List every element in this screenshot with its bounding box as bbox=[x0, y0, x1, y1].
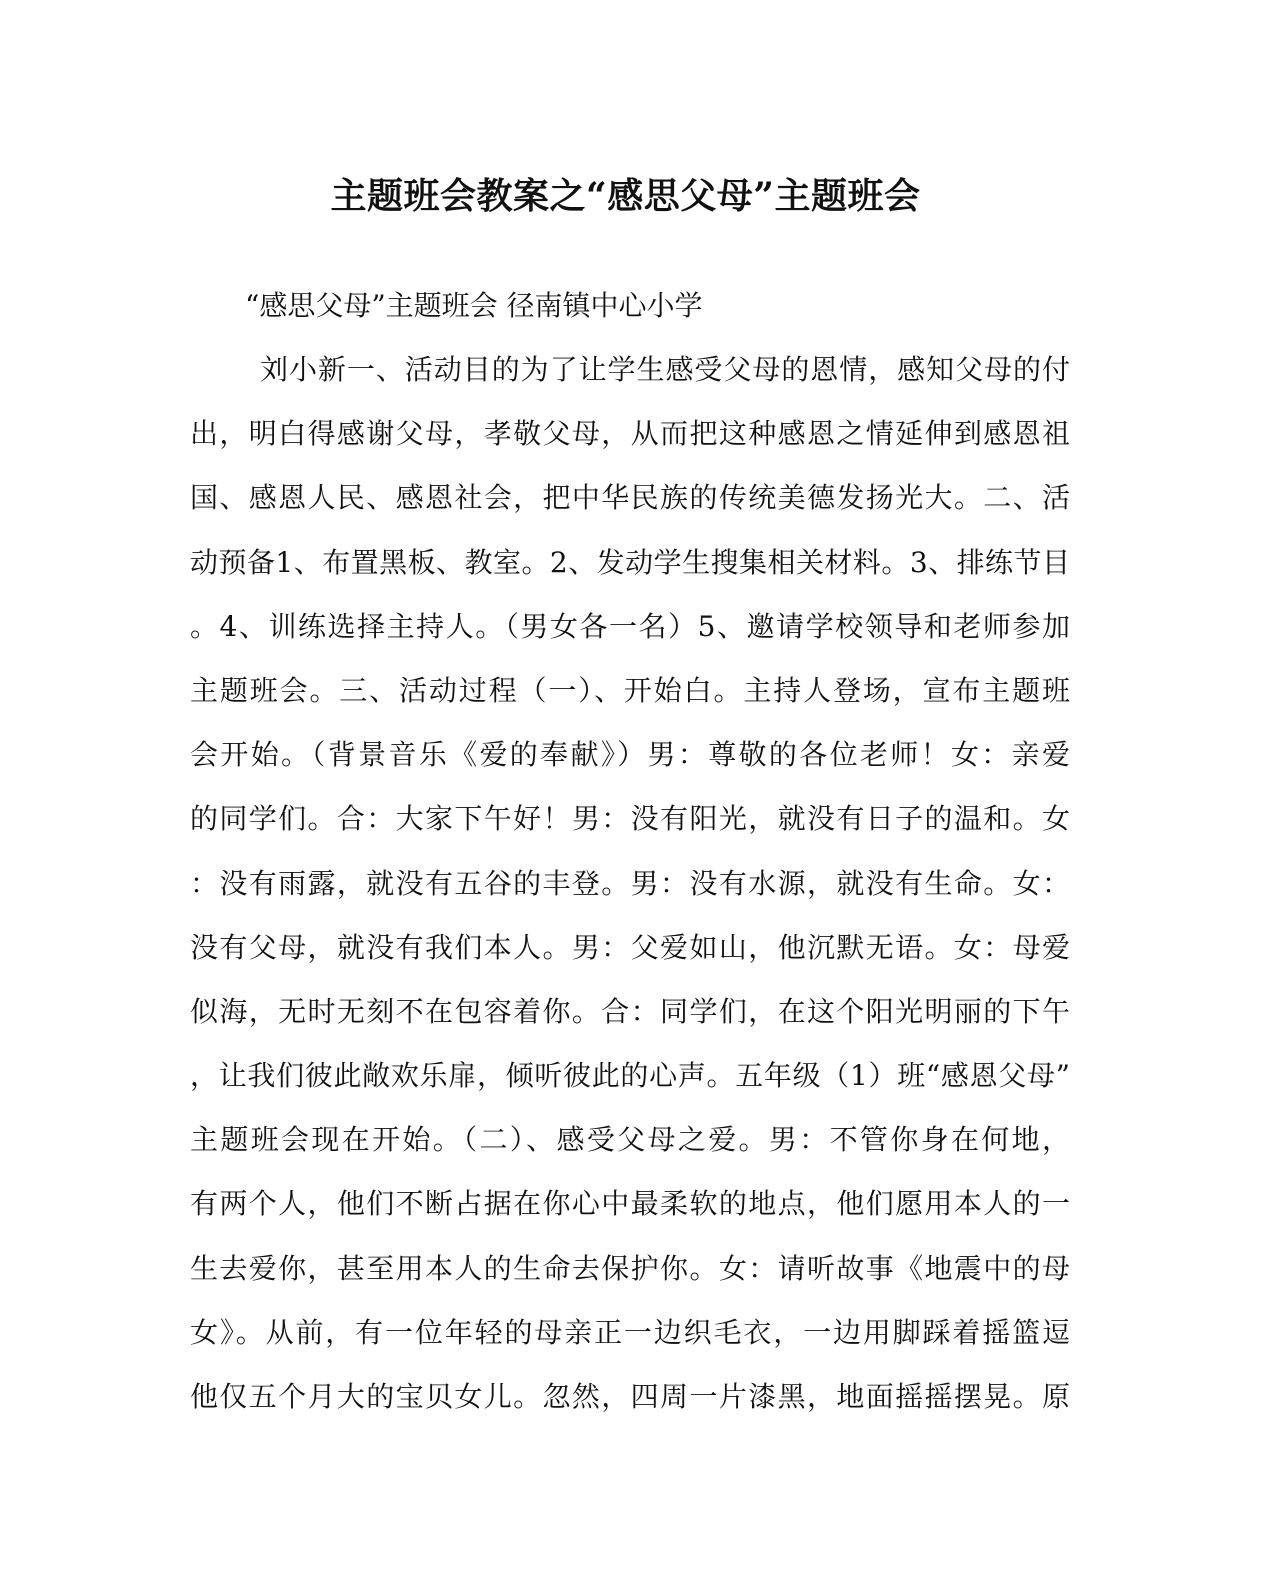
body-line: 没有父母，就没有我们本人。男：父爱如山，他沉默无语。女：母爱 bbox=[190, 930, 1070, 964]
body-line: 主题班会现在开始。（二）、感受父母之爱。男：不管你身在何地， bbox=[190, 1123, 1070, 1157]
document-title: 主题班会教案之“感思父母”主题班会 bbox=[330, 175, 921, 217]
body-line: 会开始。（背景音乐《爱的奉献》）男：尊敬的各位老师！女：亲爱 bbox=[190, 738, 1070, 772]
body-line: 动预备1、布置黑板、教室。2、发动学生搜集相关材料。3、排练节目 bbox=[190, 545, 1070, 579]
body-line: 主题班会。三、活动过程（一）、开始白。主持人登场，宣布主题班 bbox=[190, 673, 1070, 707]
body-line: 。4、训练选择主持人。（男女各一名）5、邀请学校领导和老师参加 bbox=[190, 609, 1070, 643]
body-line: 有两个人，他们不断占据在你心中最柔软的地点，他们愿用本人的一 bbox=[190, 1187, 1070, 1221]
body-line: 的同学们。合：大家下午好！男：没有阳光，就没有日子的温和。女 bbox=[190, 802, 1070, 836]
body-line: 国、感恩人民、感恩社会，把中华民族的传统美德发扬光大。二、活 bbox=[190, 481, 1070, 515]
document-body bbox=[190, 342, 1070, 1433]
body-line: 女》。从前，有一位年轻的母亲正一边织毛衣，一边用脚踩着摇篮逗 bbox=[190, 1315, 1070, 1349]
body-line: 似海，无时无刻不在包容着你。合：同学们，在这个阳光明丽的下午 bbox=[190, 994, 1070, 1028]
body-line: 他仅五个月大的宝贝女儿。忽然，四周一片漆黑，地面摇摇摆晃。原 bbox=[190, 1380, 1070, 1413]
document-subtitle: “感思父母”主题班会 径南镇中心小学 bbox=[245, 289, 703, 322]
body-line: 刘小新一、活动目的为了让学生感受父母的恩情，感知父母的付 bbox=[260, 353, 1070, 386]
body-line: ，让我们彼此敞欢乐扉，倾听彼此的心声。五年级（1）班“感恩父母” bbox=[190, 1059, 1070, 1093]
body-line: 生去爱你，甚至用本人的生命去保护你。女：请听故事《地震中的母 bbox=[190, 1251, 1070, 1285]
body-line: 出，明白得感谢父母，孝敬父母，从而把这种感恩之情延伸到感恩祖 bbox=[190, 417, 1070, 451]
body-line: ：没有雨露，就没有五谷的丰登。男：没有水源，就没有生命。女： bbox=[190, 866, 1070, 900]
